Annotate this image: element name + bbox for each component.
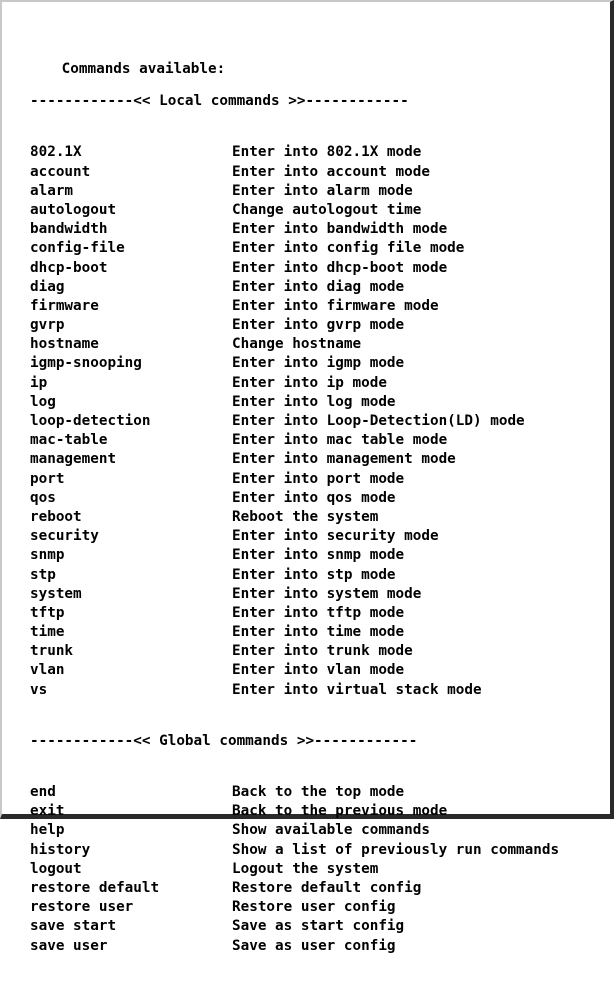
command-name: igmp-snooping	[30, 355, 142, 372]
command-row	[10, 802, 606, 821]
command-name: alarm	[30, 182, 74, 199]
command-row	[10, 182, 606, 201]
command-row	[10, 841, 606, 860]
command-description: Enter into system mode	[232, 585, 422, 602]
command-description: Enter into bandwidth mode	[232, 221, 448, 238]
command-row	[10, 585, 606, 604]
command-name: firmware	[30, 297, 99, 314]
command-description: Show available commands	[232, 822, 430, 839]
command-description: Restore default config	[232, 879, 422, 896]
command-description: Enter into account mode	[232, 163, 430, 180]
command-description: Enter into Loop-Detection(LD) mode	[232, 413, 525, 429]
command-name: management	[30, 451, 117, 468]
local-separator-line	[10, 92, 606, 111]
command-description: Enter into 802.1X mode	[232, 144, 422, 161]
command-row	[10, 220, 606, 239]
command-row	[10, 450, 606, 469]
command-row	[10, 681, 606, 700]
command-row	[10, 604, 606, 623]
command-row	[10, 937, 606, 956]
command-row	[10, 431, 606, 450]
command-name: help	[30, 822, 65, 839]
command-name: reboot	[30, 508, 82, 525]
global-separator-line	[10, 732, 606, 751]
command-row	[10, 860, 606, 879]
command-row	[10, 623, 606, 642]
command-name: vs	[30, 681, 48, 698]
header-line	[10, 41, 606, 78]
command-row	[10, 661, 606, 680]
command-description: Change autologout time	[232, 201, 422, 218]
command-name: restore default	[30, 879, 160, 896]
command-name: port	[30, 470, 65, 487]
command-row	[10, 821, 606, 840]
command-name: vlan	[30, 662, 65, 679]
command-description: Show a list of previously run commands	[232, 841, 560, 858]
command-row	[10, 163, 606, 182]
command-row	[10, 143, 606, 162]
command-name: mac-table	[30, 432, 108, 449]
command-description: Enter into vlan mode	[232, 662, 405, 679]
command-description: Enter into time mode	[232, 624, 405, 641]
command-description: Enter into alarm mode	[232, 182, 413, 199]
command-row	[10, 527, 606, 546]
command-row	[10, 489, 606, 508]
commands-header: Commands available:	[61, 61, 226, 78]
command-name: log	[30, 393, 56, 410]
command-name: snmp	[30, 547, 65, 564]
command-name: time	[30, 624, 65, 641]
command-row	[10, 239, 606, 258]
command-row	[10, 259, 606, 278]
command-name: stp	[30, 566, 56, 583]
command-description: Enter into stp mode	[232, 566, 396, 583]
command-name: autologout	[30, 201, 117, 218]
command-row	[10, 470, 606, 489]
command-name: diag	[30, 278, 65, 295]
local-commands-list	[10, 143, 606, 699]
command-row	[10, 546, 606, 565]
command-row	[10, 783, 606, 802]
command-name: bandwidth	[30, 221, 108, 238]
command-name: system	[30, 585, 82, 602]
command-description: Enter into ip mode	[232, 374, 387, 391]
command-name: account	[30, 163, 91, 180]
command-description: Enter into security mode	[232, 528, 439, 545]
command-name: gvrp	[30, 317, 65, 334]
command-row	[10, 917, 606, 936]
command-name: save user	[30, 937, 108, 954]
global-commands-list	[10, 783, 606, 956]
command-name: qos	[30, 489, 56, 506]
command-name: hostname	[30, 336, 99, 353]
command-name: security	[30, 528, 99, 545]
command-description: Back to the top mode	[232, 784, 405, 800]
command-row	[10, 508, 606, 527]
command-row	[10, 316, 606, 335]
command-description: Enter into gvrp mode	[232, 317, 405, 334]
command-row	[10, 898, 606, 917]
command-description: Logout the system	[232, 860, 379, 877]
command-row	[10, 297, 606, 316]
command-description: Enter into snmp mode	[232, 547, 405, 564]
command-name: end	[30, 784, 56, 800]
command-name: loop-detection	[30, 413, 151, 429]
command-description: Enter into firmware mode	[232, 297, 439, 314]
command-name: history	[30, 841, 91, 858]
command-description: Enter into virtual stack mode	[232, 681, 482, 698]
command-description: Restore user config	[232, 899, 396, 916]
command-row	[10, 879, 606, 898]
command-description: Reboot the system	[232, 508, 379, 525]
command-description: Enter into mac table mode	[232, 432, 448, 449]
command-row	[10, 278, 606, 297]
command-description: Enter into igmp mode	[232, 355, 405, 372]
command-row	[10, 201, 606, 220]
command-name: tftp	[30, 604, 65, 621]
command-description: Enter into diag mode	[232, 278, 405, 295]
command-name: logout	[30, 860, 82, 877]
command-name: dhcp-boot	[30, 259, 108, 276]
command-description: Enter into port mode	[232, 470, 405, 487]
command-row	[10, 412, 606, 431]
command-description: Enter into log mode	[232, 393, 396, 410]
command-row	[10, 393, 606, 412]
command-description: Save as user config	[232, 937, 396, 954]
command-name: config-file	[30, 240, 125, 257]
command-description: Enter into management mode	[232, 451, 456, 468]
command-description: Enter into qos mode	[232, 489, 396, 506]
command-description: Save as start config	[232, 918, 405, 935]
command-name: 802.1X	[30, 144, 82, 161]
command-name: trunk	[30, 643, 74, 660]
command-description: Back to the previous mode	[232, 803, 448, 820]
global-commands-separator: ------------<< Global commands >>------------	[30, 732, 418, 749]
command-description: Enter into config file mode	[232, 240, 465, 257]
command-description: Change hostname	[232, 336, 362, 353]
command-row	[10, 374, 606, 393]
terminal-output	[10, 9, 606, 988]
command-name: save start	[30, 918, 117, 935]
command-row	[10, 335, 606, 354]
command-name: exit	[30, 803, 65, 820]
command-row	[10, 642, 606, 661]
command-description: Enter into dhcp-boot mode	[232, 259, 448, 276]
local-commands-separator: ------------<< Local commands >>------------	[30, 93, 409, 110]
command-row	[10, 354, 606, 373]
command-name: ip	[30, 374, 48, 391]
command-row	[10, 566, 606, 585]
command-name: restore user	[30, 899, 134, 916]
command-description: Enter into tftp mode	[232, 604, 405, 621]
command-description: Enter into trunk mode	[232, 643, 413, 660]
